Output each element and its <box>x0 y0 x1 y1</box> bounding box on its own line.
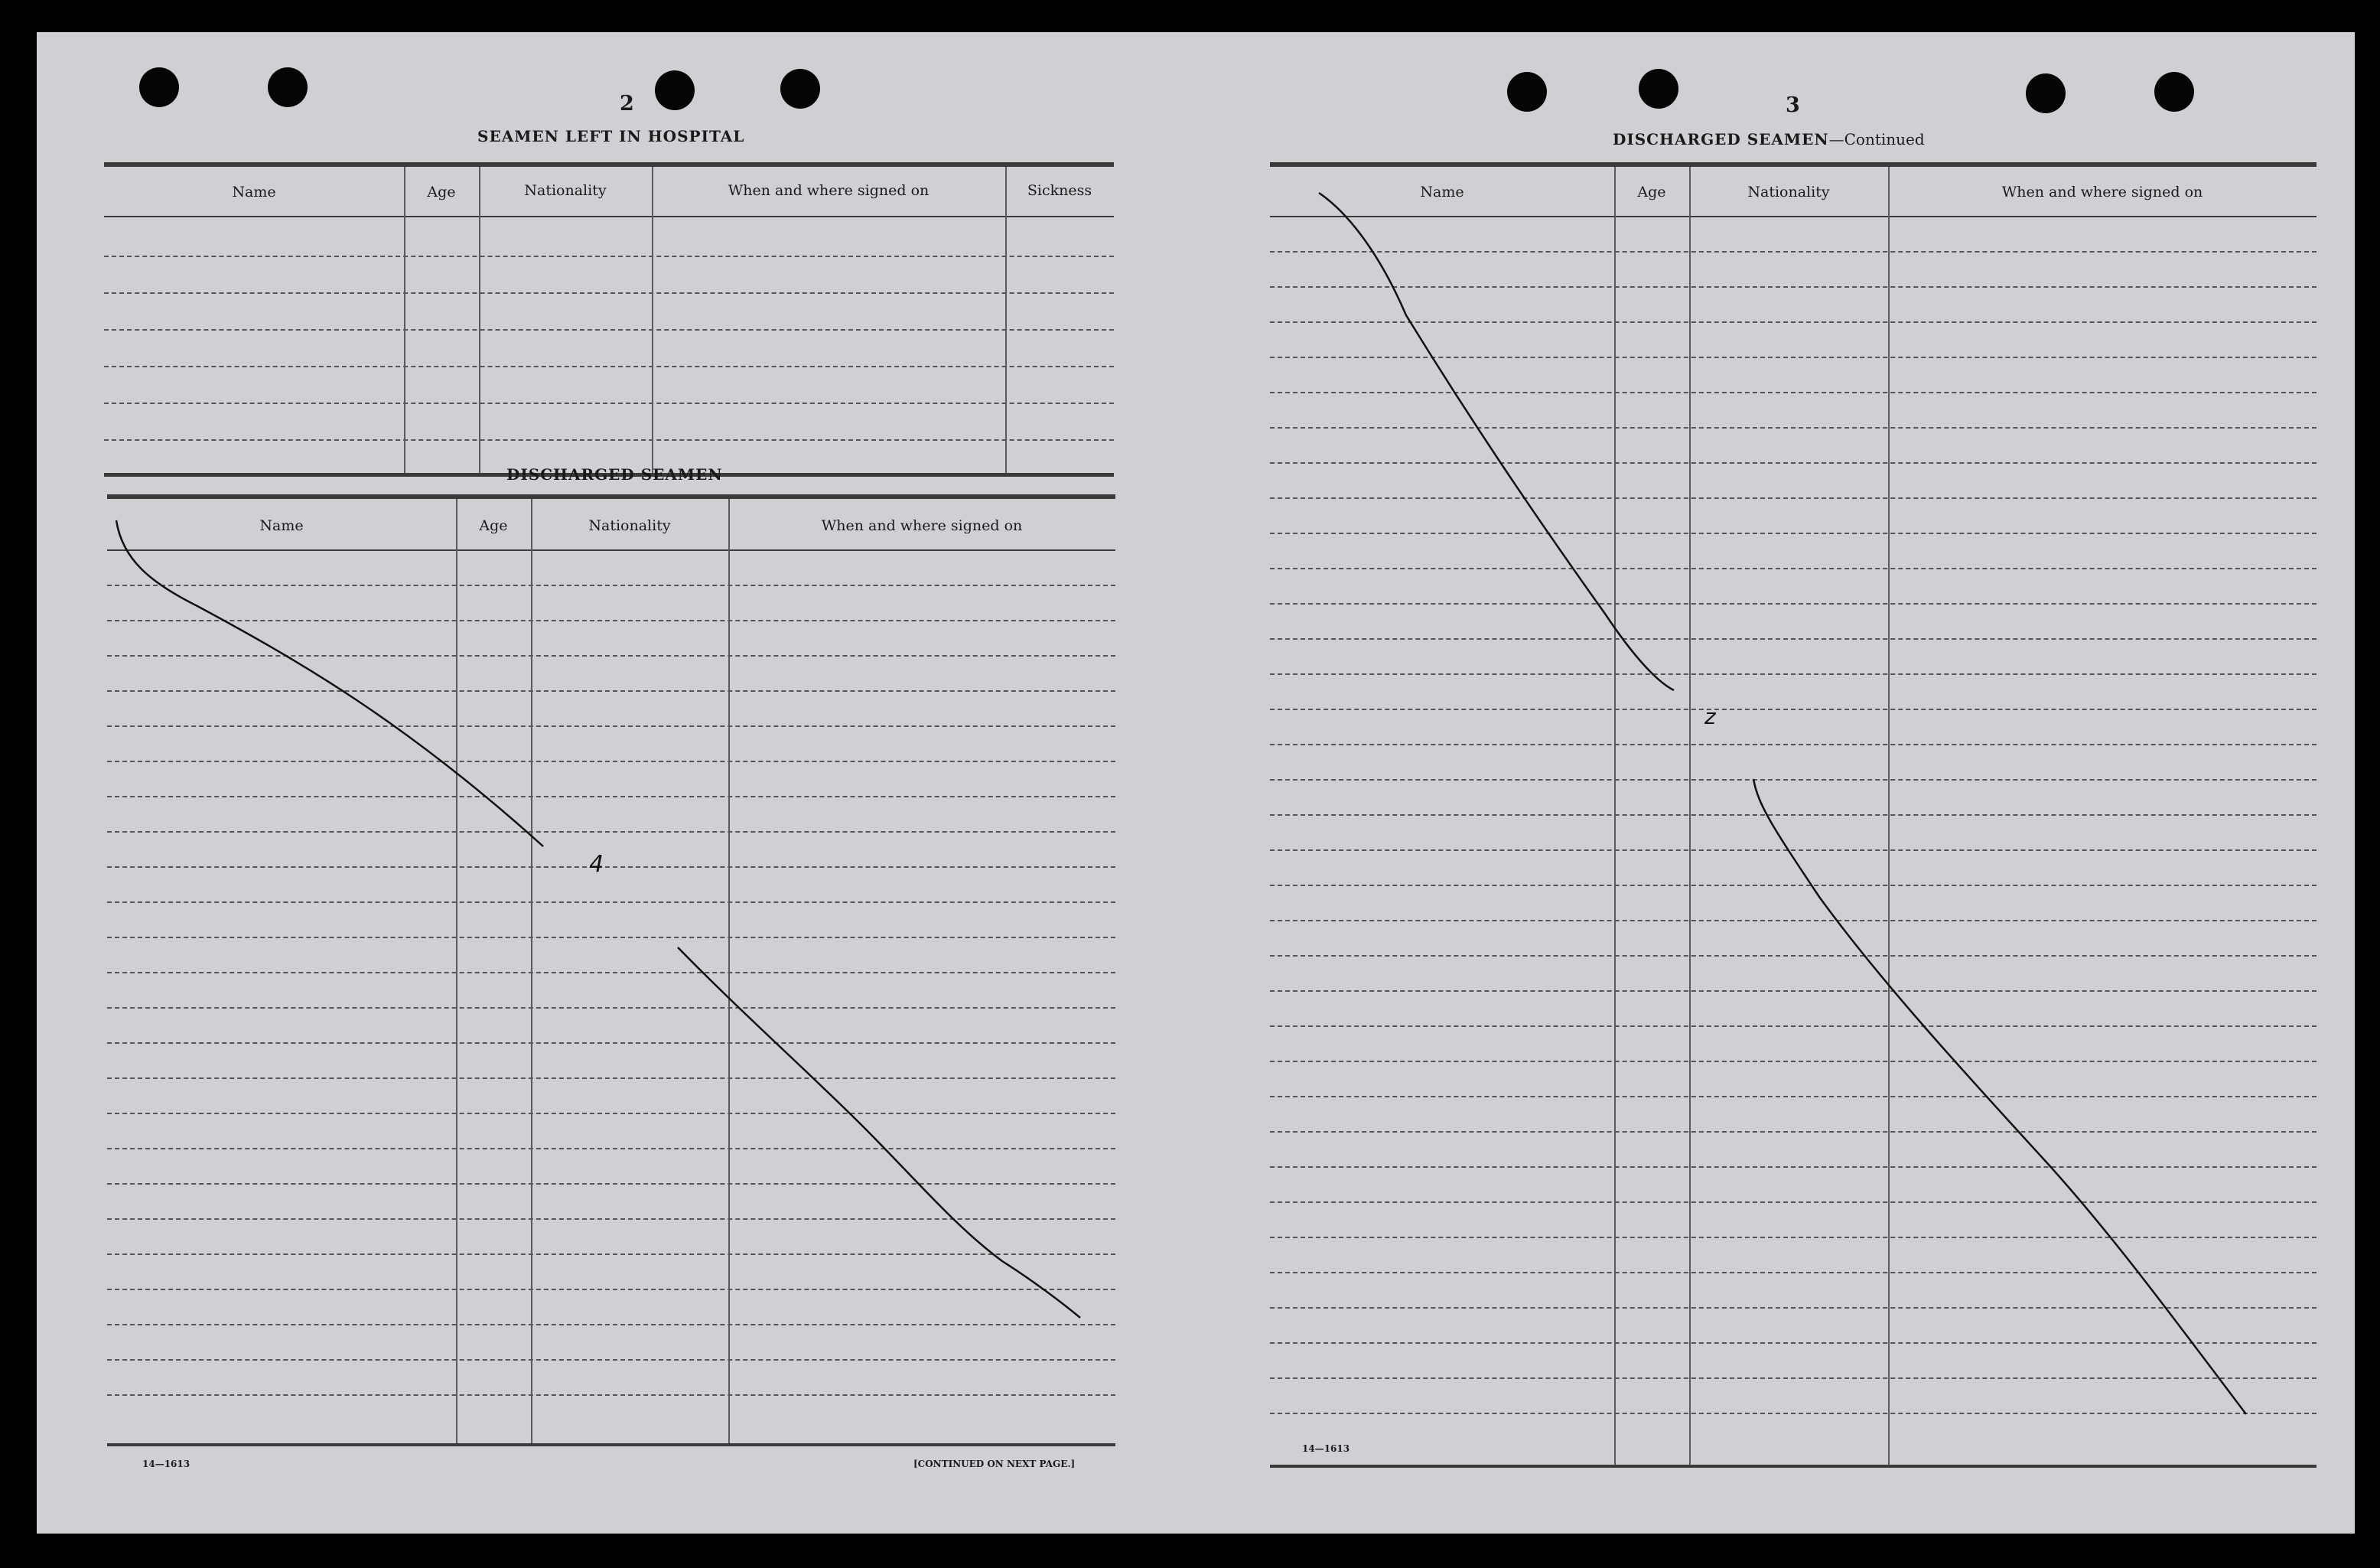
column-header-name: Name <box>259 517 304 534</box>
column-header-sickness: Sickness <box>1027 182 1092 199</box>
column-header-name: Name <box>232 184 276 200</box>
page-number-right: 3 <box>1786 93 1800 117</box>
continued-note: [CONTINUED ON NEXT PAGE.] <box>913 1459 1076 1469</box>
column-header-nationality: Nationality <box>1747 184 1830 200</box>
column-header-signed-on: When and where signed on <box>728 182 930 199</box>
punch-hole <box>268 67 308 107</box>
column-header-name: Name <box>1420 184 1464 200</box>
handwritten-mark-right: z <box>1704 704 1716 729</box>
document-sheet <box>37 32 2355 1534</box>
column-header-nationality: Nationality <box>524 182 607 199</box>
punch-hole <box>655 70 695 110</box>
handwritten-mark-left: 4 <box>589 851 604 878</box>
page-number-left: 2 <box>620 92 634 116</box>
hospital-table <box>104 162 1114 479</box>
column-header-signed-on: When and where signed on <box>821 517 1023 534</box>
punch-hole <box>1639 69 1678 109</box>
discharged-title-suffix: —Continued <box>1828 130 1925 148</box>
column-header-signed-on: When and where signed on <box>2001 184 2203 200</box>
discharged-table-left <box>107 494 1115 1448</box>
hospital-table-title: SEAMEN LEFT IN HOSPITAL <box>477 127 745 145</box>
column-header-nationality: Nationality <box>588 517 671 534</box>
column-header-age: Age <box>427 184 456 200</box>
discharged-title-text: DISCHARGED SEAMEN <box>1613 130 1829 148</box>
form-number-right: 14—1613 <box>1302 1443 1350 1454</box>
form-number-left: 14—1613 <box>142 1459 190 1469</box>
punch-hole <box>1507 72 1547 112</box>
column-header-age: Age <box>1637 184 1666 200</box>
discharged-table-title-right <box>1613 130 1925 148</box>
punch-hole <box>2154 72 2194 112</box>
punch-hole <box>780 69 820 109</box>
punch-hole <box>2026 73 2066 113</box>
column-header-age: Age <box>479 517 508 534</box>
discharged-table-right <box>1270 162 2317 1474</box>
discharged-table-title-left: DISCHARGED SEAMEN <box>506 465 723 484</box>
punch-hole <box>139 67 179 107</box>
